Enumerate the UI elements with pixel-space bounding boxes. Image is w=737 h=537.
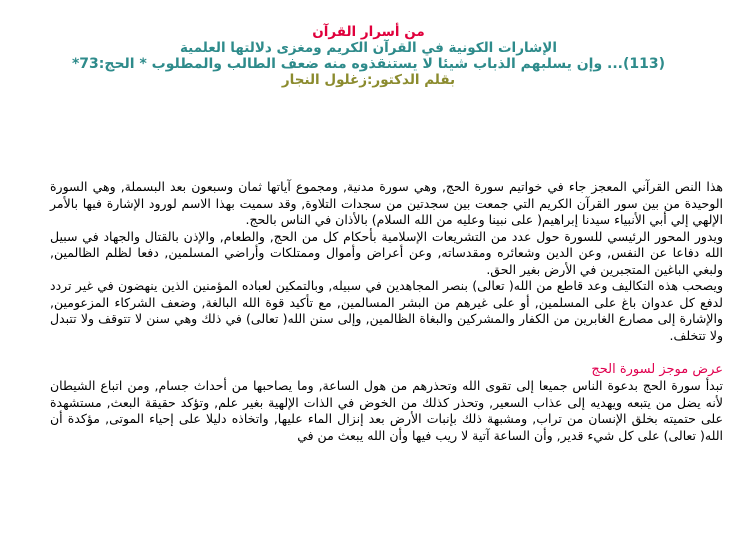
series-title: من أسرار القرآن xyxy=(312,24,425,40)
article-paragraph: ويصحب هذه التكاليف وعد قاطع من الله( تعالى) بنصر المجاهدين في سبيله, وبالتمكين لعباده المؤمنين الذين ينهضون في غير تردد لدفع كل عدوان باغ على المسلمين, أو على غيرهم من البشر المسالمين, مع تأكيد قوة الله البالغة, وضعف الشركاء المزعومين, والإشارة إلى مصارع الغابرين من الكفار والمشركين والبغاة الظالمين, وإلى سنن الله( تعالى) في ذلك وهي سنن لا تتوقف ولا تتبدل ولا تتخلف. xyxy=(50,278,723,343)
article-body xyxy=(50,179,723,444)
author-byline: بقلم الدكتور:زغلول النجار xyxy=(281,72,456,88)
article-title: الإشارات الكونية في القرآن الكريم ومغزى دلالتها العلمية xyxy=(180,40,557,56)
article-header xyxy=(0,24,737,88)
article-paragraph: هذا النص القرآني المعجز جاء في خواتيم سورة الحج, وهي سورة مدنية, ومجموع آياتها ثمان وسبعون بعد البسملة, وهي السورة الوحيدة من بين سور القرآن الكريم التي جمعت بين سجدتين من سجدات التلاوة, وقد سميت بهذا الاسم لورود الإشارة فيها بالأمر الإلهي إلي أبي الأنبياء سيدنا إبراهيم( على نبينا وعليه من الله السلام) بالأذان في الناس بالحج. xyxy=(50,179,723,227)
article-paragraph: ويدور المحور الرئيسي للسورة حول عدد من التشريعات الإسلامية بأحكام كل من الحج, والطعام, والإذن بالقتال والجهاد في سبيل الله دفاعا عن النفس, وعن الدين وشعائره ومقدساته, وعن أعراض وأموال وممتلكات وأراضي المسلمين, دفعا لظلم الظالمين, ولبغي الباغين المتجبرين في الأرض بغير الحق. xyxy=(50,228,723,277)
verse-citation: (113)... وإن يسلبهم الذباب شيئا لا يستنقذوه منه ضعف الطالب والمطلوب * الحج:73* xyxy=(71,56,666,72)
section-heading: عرض موجز لسورة الحج xyxy=(591,362,723,377)
section-paragraph: تبدأ سورة الحج بدعوة الناس جميعا إلى تقوى الله وتحذرهم من هول الساعة, وما يصاحبها من أحداث جسام, ومن اتباع الشيطان لأنه يضل من يتبعه ويهديه إلى عذاب السعير, وتحذر كذلك من الخوض في الذات الإلهية بغير علم, وتؤكد حقيقة البعث, مستشهدة على حتميته بخلق الإنسان من تراب, ومشبهة ذلك بإنبات الأرض بعد إنزال الماء عليها, واتخاذه دليلا على إحياء الموتى, مؤكدة أن الله( تعالى) على كل شيء قدير, وأن الساعة آتية لا ريب فيها وأن الله يبعث من في xyxy=(50,378,723,443)
